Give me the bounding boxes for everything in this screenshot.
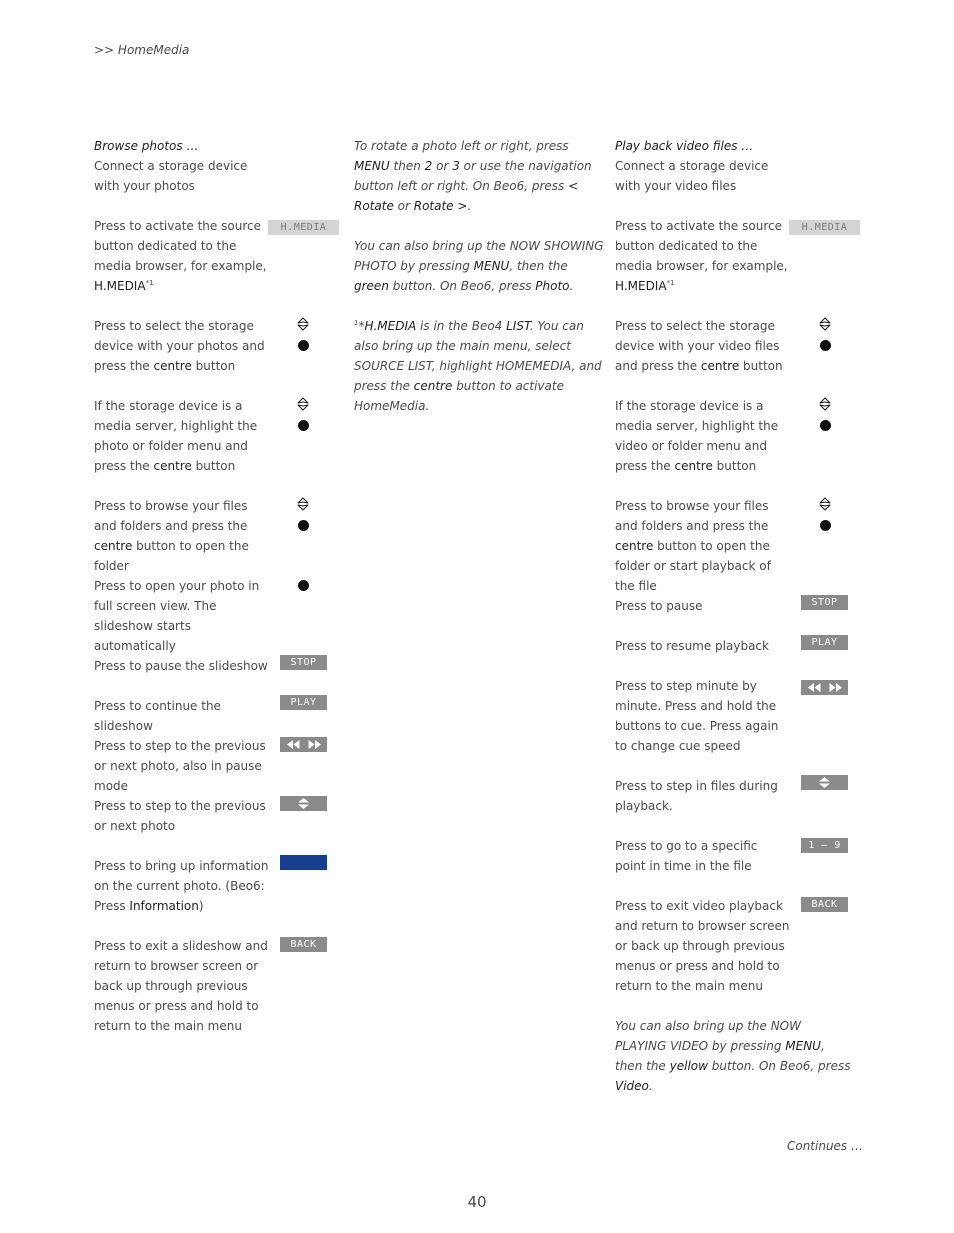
video-step-media-server: If the storage device is a media server, highlight the video or folder menu and press the centre button — [615, 399, 779, 473]
up-down-arrows-icon[interactable] — [819, 777, 830, 788]
blue-key[interactable] — [280, 855, 327, 870]
nav-up-down-icon[interactable] — [819, 397, 831, 411]
photo-step-open: Press to open your photo in full screen view. The slideshow starts automatically — [94, 579, 260, 653]
up-down-key[interactable] — [801, 775, 848, 790]
centre-dot-icon[interactable] — [298, 420, 309, 431]
up-down-key[interactable] — [280, 796, 327, 811]
play-video-intro: Connect a storage device with your video files — [615, 159, 769, 193]
video-step-select-storage: Press to select the storage device with your video files and press the centre button — [615, 319, 783, 373]
breadcrumb: >> HomeMedia — [94, 43, 190, 57]
nav-up-down-icon[interactable] — [297, 317, 309, 331]
video-step-pause: Press to pause — [615, 599, 703, 613]
photo-step-info: Press to bring up information on the current photo. (Beo6: Press Information) — [94, 859, 269, 913]
rotate-note: To rotate a photo left or right, press MENU then 2 or 3 or use the navigation button left or right. On Beo6, press < Rotate or Rotate >. — [354, 139, 592, 213]
photo-step-activate: Press to activate the source button dedicated to the media browser, for example, H.MEDIA$^{*1}$ — [94, 219, 267, 293]
photo-step-prev-next-photo: Press to step to the previous or next photo — [94, 799, 266, 833]
browse-photos-intro: Connect a storage device with your photos — [94, 159, 248, 193]
nav-up-down-icon[interactable] — [297, 397, 309, 411]
centre-dot-icon[interactable] — [298, 520, 309, 531]
stop-key[interactable]: STOP — [801, 595, 848, 610]
centre-dot-icon[interactable] — [298, 340, 309, 351]
centre-dot-icon[interactable] — [298, 580, 309, 591]
hmedia-footnote: $^1$*H.MEDIA is in the Beo4 LIST. You can also bring up the main menu, select SOURCE LIST, highlight HOMEMEDIA, and press the centre button to activate HomeMedia. — [354, 319, 602, 413]
fast-forward-icon[interactable] — [308, 740, 321, 749]
video-step-resume: Press to resume playback — [615, 639, 769, 653]
play-key[interactable]: PLAY — [801, 635, 848, 650]
video-step-specific-point: Press to go to a specific point in time in the file — [615, 839, 758, 873]
browse-photos-heading: Browse photos … — [94, 139, 199, 153]
play-video-heading: Play back video files … — [615, 139, 754, 153]
fast-forward-icon[interactable] — [829, 683, 842, 692]
back-key[interactable]: BACK — [280, 937, 327, 952]
rewind-icon[interactable] — [287, 740, 300, 749]
photo-step-pause: Press to pause the slideshow — [94, 659, 268, 673]
nav-up-down-icon[interactable] — [819, 497, 831, 511]
page-number: 40 — [467, 1193, 487, 1211]
video-step-minute: Press to step minute by minute. Press and hold the buttons to cue. Press again to change cue speed — [615, 679, 779, 753]
number-keys[interactable]: 1 – 9 — [801, 838, 848, 853]
rewind-icon[interactable] — [808, 683, 821, 692]
back-key[interactable]: BACK — [801, 897, 848, 912]
photo-step-exit: Press to exit a slideshow and return to browser screen or back up through previous menus or press and hold to return to the main menu — [94, 939, 268, 1033]
nav-up-down-icon[interactable] — [297, 497, 309, 511]
nav-up-down-icon[interactable] — [819, 317, 831, 331]
video-step-browse: Press to browse your files and folders and press the centre button to open the folder or start playback of the file — [615, 499, 771, 593]
centre-dot-icon[interactable] — [820, 420, 831, 431]
photo-step-continue: Press to continue the slideshow — [94, 699, 221, 733]
now-playing-note: You can also bring up the NOW PLAYING VIDEO by pressing MENU, then the yellow button. On Beo6, press Video. — [615, 1019, 851, 1093]
hmedia-key[interactable]: H.MEDIA — [789, 220, 860, 235]
photo-step-browse: Press to browse your files and folders and press the centre button to open the folder — [94, 499, 249, 573]
photo-step-prev-next: Press to step to the previous or next photo, also in pause mode — [94, 739, 266, 793]
centre-dot-icon[interactable] — [820, 340, 831, 351]
now-showing-note: You can also bring up the NOW SHOWING PHOTO by pressing MENU, then the green button. On Beo6, press Photo. — [354, 239, 604, 293]
video-step-activate: Press to activate the source button dedicated to the media browser, for example, H.MEDIA$^{*1}$ — [615, 219, 788, 293]
hmedia-key[interactable]: H.MEDIA — [268, 220, 339, 235]
play-key[interactable]: PLAY — [280, 695, 327, 710]
wind-keys[interactable] — [280, 737, 327, 752]
photo-step-media-server: If the storage device is a media server, highlight the photo or folder menu and press the centre button — [94, 399, 258, 473]
centre-dot-icon[interactable] — [820, 520, 831, 531]
video-step-files: Press to step in files during playback. — [615, 779, 778, 813]
stop-key[interactable]: STOP — [280, 655, 327, 670]
photo-step-select-storage: Press to select the storage device with your photos and press the centre button — [94, 319, 265, 373]
video-step-exit: Press to exit video playback and return to browser screen or back up through previous menus or press and hold to return to the main menu — [615, 899, 790, 993]
continues-label: Continues … — [786, 1139, 863, 1153]
up-down-arrows-icon[interactable] — [298, 798, 309, 809]
wind-keys[interactable] — [801, 680, 848, 695]
